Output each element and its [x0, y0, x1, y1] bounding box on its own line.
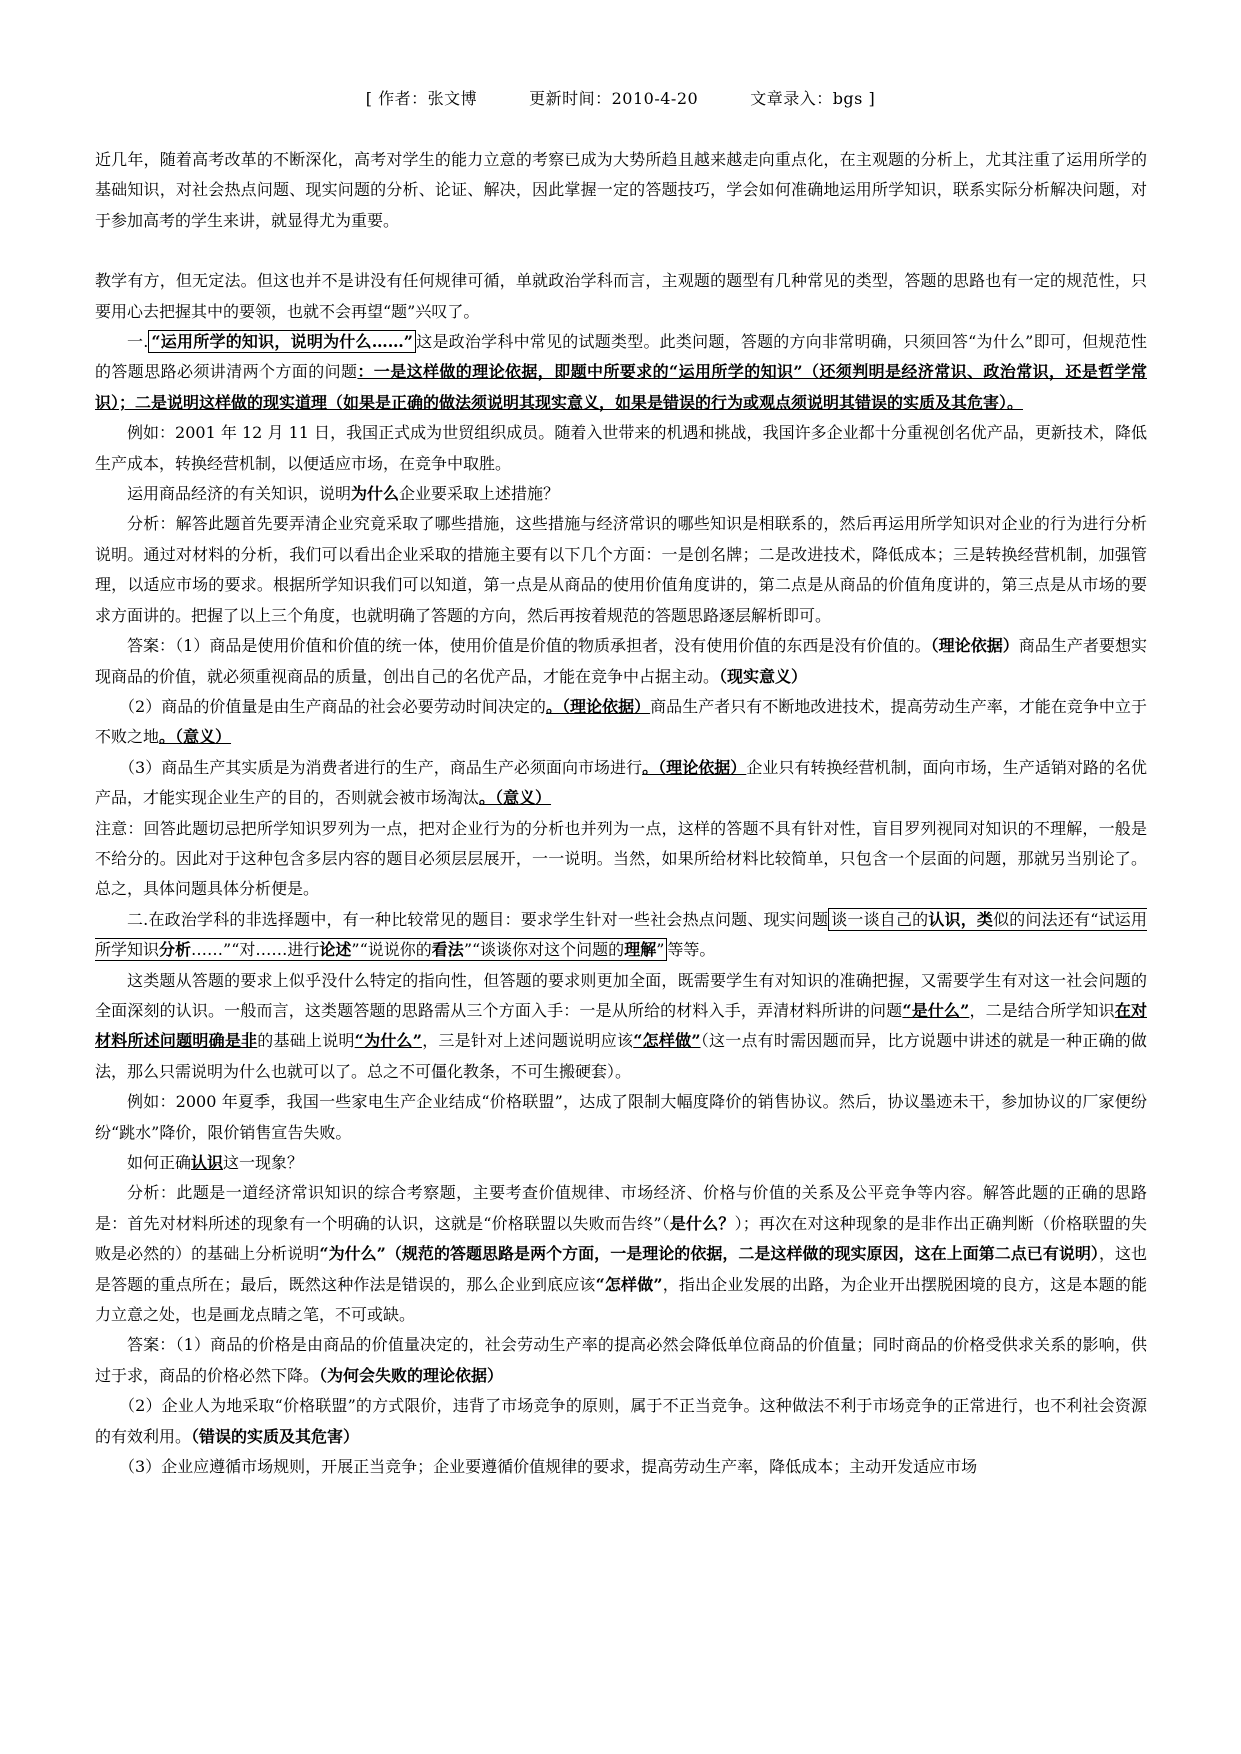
form-text: ”: [656, 940, 665, 960]
analysis-text: ，指出企业发展的出路，为企业开出摆脱困境的良方，这是本题的能力立意之处，也是画龙点睛之笔，不可或缺。: [95, 1274, 1147, 1325]
section-1-answer-2: [95, 692, 1147, 753]
intro-paragraph-2: 教学有方，但无定法。但这也并不是讲没有任何规律可循，单就政治学科而言，主观题的题型有几种常见的类型，答题的思路也有一定的规范性，只要用心去把握其中的要领，也就不会再望“题”兴叹了。: [95, 271, 1147, 321]
analysis-keyword: 是什么？: [669, 1213, 735, 1233]
answer-tag: （理论依据）: [930, 636, 1019, 656]
section-1-question-type: “运用所学的知识，说明为什么……”: [148, 330, 416, 353]
form-text: 似的问法还有“试运用所学知识: [95, 909, 1147, 960]
section-1-key-points: ：一是这样做的理论依据，即题中所要求的“运用所学的知识”（还须判明是经济常识、政治常识，还是哲学常识）；二是说明这样做的现实道理（如果是正确的做法须说明其现实意义，如果是错误的行为或观点须说明其错误的实质及其危害）。: [95, 362, 1147, 412]
section-2-analysis: [95, 1178, 1147, 1330]
section-2-number: 二.: [127, 909, 149, 929]
form-keyword: 论述: [319, 940, 352, 960]
section-2-answer-3: （3）企业应遵循市场规则，开展正当竞争；企业要遵循价值规律的要求，提高劳动生产率，降低成本；主动开发适应市场: [119, 1457, 978, 1477]
form-keyword: 分析: [159, 940, 192, 960]
section-1-question: [95, 479, 1147, 509]
section-2-etc: 等等。: [667, 940, 716, 960]
form-text: ”“说说你的: [351, 940, 432, 960]
answer-text: 商品生产者要想实现商品的价值，就必须重视商品的质量，创出自己的名优产品，才能在竞争中占据主动。: [95, 636, 1147, 686]
approach-keyword: “是什么”: [902, 1000, 970, 1020]
question-keyword: 认识: [191, 1153, 224, 1172]
paragraph-gap: [95, 236, 1147, 266]
section-1-heading: [95, 327, 1147, 418]
section-1-answer-1: [95, 631, 1147, 692]
section-2-intro: 在政治学科的非选择题中，有一种比较常见的题目：要求学生针对一些社会热点问题、现实问题: [148, 909, 829, 929]
approach-text: ，三是针对上述问题说明应该: [422, 1031, 634, 1051]
answer-tag: （错误的实质及其危害）: [191, 1426, 360, 1446]
analysis-text: ，这也是答题的重点所在；最后，既然这种作法是错误的，那么企业到底应该: [95, 1244, 1147, 1294]
question-text: 如何正确: [127, 1153, 192, 1172]
answer-tag: 。（意义）: [479, 788, 552, 808]
approach-text: 的基础上说明: [257, 1031, 355, 1051]
approach-text: （这一点有时需因题而异，比方说题中讲述的就是一种正确的做法，那么只需说明为什么也就可以了。总之不可僵化教条，不可生搬硬套）。: [95, 1031, 1147, 1081]
approach-keyword: 在对材料所述问题明确是非: [95, 1000, 1147, 1051]
form-text: ……”“对……进行: [191, 940, 320, 960]
section-2-answer-1: [95, 1330, 1147, 1391]
question-text-end: 企业要采取上述措施？: [399, 484, 560, 504]
article-meta: [0, 86, 1241, 109]
section-2-answer-2: [95, 1391, 1147, 1452]
form-text: ，类: [960, 909, 994, 929]
approach-keyword: “为什么”: [354, 1031, 422, 1051]
question-keyword: 为什么: [351, 484, 400, 504]
form-keyword: 理解: [624, 940, 657, 960]
answer-tag: 。（理论依据）: [545, 696, 651, 716]
section-1-analysis: 分析：解答此题首先要弄清企业究竟采取了哪些措施，这些措施与经济常识的哪些知识是相联系的，然后再运用所学知识对企业的行为进行分析说明。通过对材料的分析，我们可以看出企业采取的措施主要有以下几个方面：一是创名牌；二是改进技术，降低成本；三是转换经营机制，加强管理，以适应市场的要求。根据所学知识我们可以知道，第一点是从商品的使用价值角度讲的，第二点是从商品的价值角度讲的，第三点是从市场的要求方面讲的。把握了以上三个角度，也就明确了答题的方向，然后再按着规范的答题思路逐层解析即可。: [95, 514, 1147, 625]
answer-text: 商品生产者只有不断地改进技术，提高劳动生产率，才能在竞争中立于不败之地: [95, 696, 1147, 747]
form-text: ”“谈谈你对这个问题的: [463, 940, 625, 960]
form-keyword: 看法: [431, 940, 464, 960]
answer-tag: （现实意义）: [719, 666, 808, 686]
answer-tag: （为何会失败的理论依据）: [319, 1365, 504, 1385]
answer-text: 答案：（1）商品的价格是由商品的价值量决定的，社会劳动生产率的提高必然会降低单位商品的价值量；同时商品的价格受供求关系的影响，供过于求，商品的价格必然下降。: [95, 1335, 1147, 1385]
form-text: 谈一谈自己的: [831, 909, 929, 929]
article-body: [95, 145, 1147, 1482]
author: [ 作者：张文博: [365, 89, 478, 108]
answer-text: （2）企业人为地采取“价格联盟”的方式限价，违背了市场竞争的原则，属于不正当竞争。这种做法不利于市场竞争的正常进行，也不利社会资源的有效利用。: [95, 1396, 1147, 1446]
section-2-heading: [95, 905, 1147, 966]
analysis-text: 分析：此题是一道经济常识知识的综合考察题，主要考查价值规律、市场经济、价格与价值的关系及公平竞争等内容。解答此题的正确的思路是：首先对材料所述的现象有一个明确的认识，这就是“价格联盟以失败而告终”（: [95, 1183, 1147, 1233]
section-1-note: 注意：回答此题切忌把所学知识罗列为一点，把对企业行为的分析也并列为一点，这样的答题不具有针对性，盲目罗列视同对知识的不理解，一般是不给分的。因此对于这种包含多层内容的题目必须层层展开，一一说明。当然，如果所给材料比较简单，只包含一个层面的问题，那就另当别论了。总之，具体问题具体分析便是。: [95, 818, 1147, 899]
section-1-text: 这是政治学科中常见的试题类型。此类问题，答题的方向非常明确，只须回答“为什么”即可，但规范性的答题思路必须讲清两个方面的问题: [95, 332, 1147, 382]
section-1-example: 例如：2001 年 12 月 11 日，我国正式成为世贸组织成员。随着入世带来的机遇和挑战，我国许多企业都十分重视创名优产品，更新技术，降低生产成本，转换经营机制，以便适应市场，在竞争中取胜。: [95, 423, 1147, 473]
section-2-question: [95, 1148, 1147, 1178]
analysis-keyword: “怎样做”: [595, 1274, 663, 1294]
update-time: 更新时间：2010-4-20: [529, 89, 699, 108]
approach-text: 这类题从答题的要求上似乎没什么特定的指向性，但答题的要求则更加全面，既需要学生有对知识的准确把握，又需要学生有对这一社会问题的全面深刻的认识。一般而言，这类题答题的思路需从三个方面入手：一是从所给的材料入手，弄清材料所讲的问题: [95, 970, 1147, 1020]
analysis-keyword: “为什么”（规范的答题思路是两个方面，一是理论的依据，二是这样做的现实原因，这在上面第二点已有说明）: [319, 1244, 1099, 1264]
answer-text: 答案：（1）商品是使用价值和价值的统一体，使用价值是价值的物质承担者，没有使用价值的东西是没有价值的。: [127, 636, 931, 656]
answer-tag: 。（意义）: [159, 727, 232, 747]
section-1-answer-3: [95, 753, 1147, 814]
intro-paragraph-1: 近几年，随着高考改革的不断深化，高考对学生的能力立意的考察已成为大势所趋且越来越走向重点化，在主观题的分析上，尤其注重了运用所学的基础知识，对社会热点问题、现实问题的分析、论证、解决，因此掌握一定的答题技巧，学会如何准确地运用所学知识，联系实际分析解决问题，对于参加高考的学生来讲，就显得尤为重要。: [95, 150, 1147, 230]
section-2-example: 例如：2000 年夏季，我国一些家电生产企业结成“价格联盟”，达成了限制大幅度降价的销售协议。然后，协议墨迹未干，参加协议的厂家便纷纷“跳水”降价，限价销售宣告失败。: [95, 1092, 1147, 1142]
section-1-number: 一.: [127, 332, 149, 352]
answer-tag: 。（理论依据）: [642, 757, 747, 777]
question-text: 运用商品经济的有关知识，说明: [127, 484, 352, 504]
analysis-text: ）；再次在对这种现象的是非作出正确判断（价格联盟的失败是必然的）的基础上分析说明: [95, 1213, 1147, 1264]
form-keyword: 认识: [928, 909, 961, 929]
answer-text: 企业只有转换经营机制，面向市场，生产适销对路的名优产品，才能实现企业生产的目的，否则就会被市场淘汰: [95, 757, 1147, 808]
approach-text: ，二是结合所学知识: [969, 1000, 1115, 1020]
question-text-end: 这一现象？: [223, 1153, 304, 1172]
answer-text: （2）商品的价值量是由生产商品的社会必要劳动时间决定的: [119, 696, 546, 716]
answer-text: （3）商品生产其实质是为消费者进行的生产，商品生产必须面向市场进行: [119, 757, 643, 777]
approach-keyword: “怎样做”: [633, 1031, 701, 1051]
entry-by: 文章录入：bgs ]: [750, 89, 876, 108]
section-2-approach: [95, 966, 1147, 1088]
